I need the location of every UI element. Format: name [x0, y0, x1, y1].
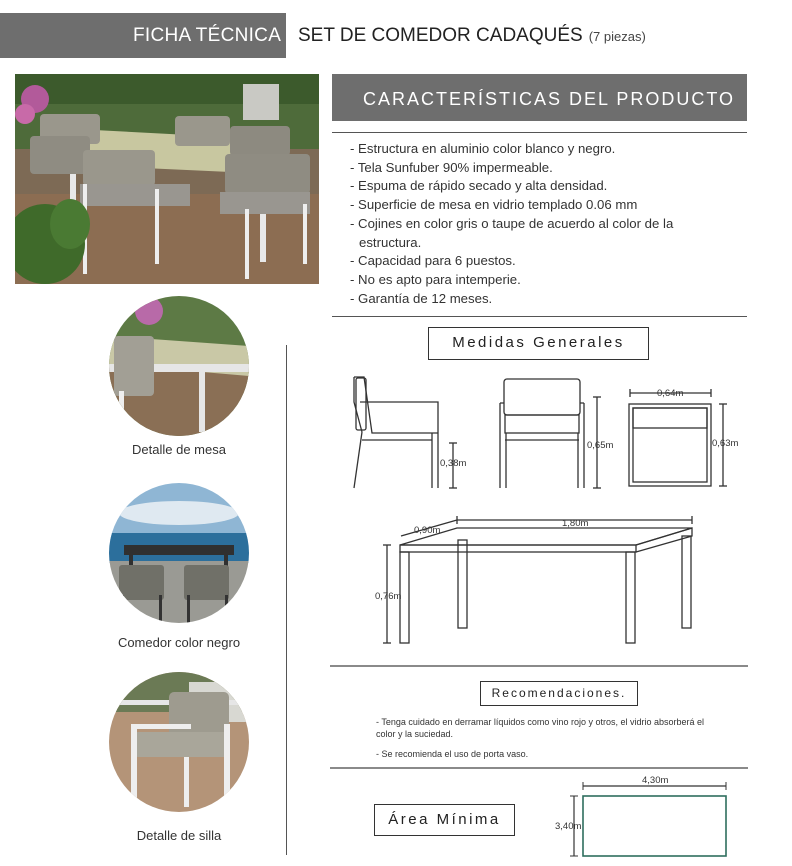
detail-photo-table [109, 296, 249, 436]
minimum-area-drawing [570, 782, 726, 856]
characteristics-title: CARACTERÍSTICAS DEL PRODUCTO [363, 89, 736, 109]
chair-side-drawing [354, 377, 438, 488]
feature-item: - No es apto para intemperie. [350, 271, 521, 287]
divider [332, 316, 747, 317]
header-label: FICHA TÉCNICA [133, 25, 282, 46]
table-drawing [400, 528, 692, 643]
chair-front-drawing [500, 379, 584, 488]
dim-chair-front-height: 0,65m [587, 440, 614, 451]
feature-item: - Superficie de mesa en vidrio templado 0.06 mm [350, 197, 638, 213]
feature-item: - Espuma de rápido secado y alta densidad. [350, 178, 608, 194]
detail-photo-chair [109, 672, 249, 812]
dim-area-width: 4,30m [642, 775, 669, 786]
title-subtitle: (7 piezas) [588, 29, 646, 44]
dim-chair-side-height: 0,38m [440, 458, 467, 469]
chair-top-drawing [629, 404, 711, 486]
detail-caption: Detalle de mesa [132, 442, 226, 457]
feature-item: - Garantía de 12 meses. [350, 290, 493, 306]
detail-caption: Detalle de silla [136, 828, 222, 843]
divider [332, 132, 747, 133]
minimum-area-title: Área Mínima [374, 804, 515, 836]
feature-list [350, 140, 730, 308]
recommendation-item: - Tenga cuidado en derramar líquidos como vino rojo y otros, el vidrio absorberá el color y la suciedad. [376, 717, 705, 739]
page-title [298, 25, 646, 47]
dim-chair-top-depth: 0,63m [712, 438, 739, 449]
dim-chair-top-width: 0,64m [657, 388, 684, 399]
hero-photo [15, 74, 319, 284]
measures-title: Medidas Generales [428, 327, 649, 360]
detail-caption: Comedor color negro [117, 635, 241, 650]
feature-item: - Capacidad para 6 puestos. [350, 253, 516, 269]
feature-item: - Tela Sunfuber 90% impermeable. [350, 159, 553, 175]
recommendation-item: - Se recomienda el uso de porta vaso. [376, 749, 529, 759]
detail-photo-black [109, 483, 249, 623]
feature-item: - Cojines en color gris o taupe de acuerdo al color de la estructura. [350, 215, 674, 250]
feature-item: - Estructura en aluminio color blanco y negro. [350, 141, 616, 156]
title-text: SET DE COMEDOR CADAQUÉS [298, 25, 583, 46]
recommendations-title: Recomendaciones. [480, 681, 638, 706]
dim-table-height: 0,76m [375, 591, 402, 602]
dim-area-depth: 3,40m [555, 821, 582, 832]
dim-table-depth: 0,90m [414, 525, 441, 536]
vertical-divider [286, 345, 287, 855]
dim-table-length: 1,80m [562, 518, 589, 529]
